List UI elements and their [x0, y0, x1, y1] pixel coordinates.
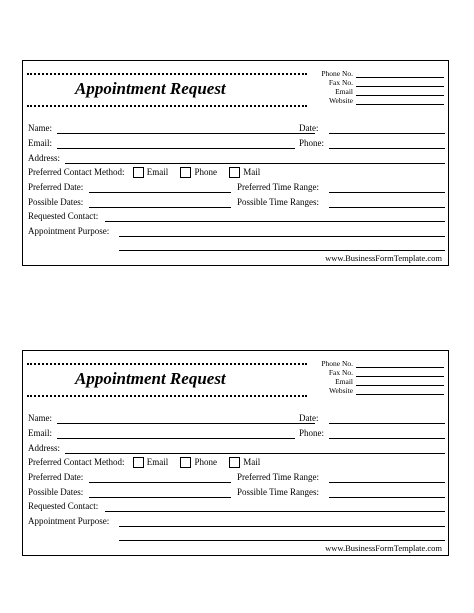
phone-label: Phone:: [299, 428, 325, 438]
phone-checkbox[interactable]: [180, 457, 191, 468]
purpose-label: Appointment Purpose:: [28, 516, 110, 526]
contact-method-row: [28, 457, 264, 468]
dotted-divider-bottom: [27, 105, 307, 107]
purpose-field-line-2[interactable]: [119, 250, 445, 251]
email-checkbox[interactable]: [133, 457, 144, 468]
preferred-time-field[interactable]: [329, 482, 445, 483]
preferred-date-field[interactable]: [89, 482, 231, 483]
mail-option-label: Mail: [243, 457, 261, 468]
preferred-time-label: Preferred Time Range:: [237, 472, 319, 482]
phone-field[interactable]: [329, 148, 445, 149]
preferred-date-field[interactable]: [89, 192, 231, 193]
address-label: Address:: [28, 443, 60, 453]
preferred-date-label: Preferred Date:: [28, 472, 84, 482]
website-field[interactable]: [356, 394, 444, 395]
mail-option-label: Mail: [243, 167, 261, 178]
requested-contact-field[interactable]: [105, 221, 445, 222]
possible-dates-label: Possible Dates:: [28, 197, 84, 207]
phone-option-label: Phone: [194, 167, 217, 178]
website-label: Website: [329, 386, 353, 395]
possible-times-field[interactable]: [329, 207, 445, 208]
website-field[interactable]: [356, 104, 444, 105]
contact-method-row: [28, 167, 264, 178]
dotted-divider-top: [27, 73, 307, 75]
purpose-label: Appointment Purpose:: [28, 226, 110, 236]
dotted-divider-top: [27, 363, 307, 365]
name-field[interactable]: [57, 423, 315, 424]
company-email-label: Email: [335, 87, 353, 96]
possible-dates-field[interactable]: [89, 497, 231, 498]
possible-dates-label: Possible Dates:: [28, 487, 84, 497]
name-field[interactable]: [57, 133, 315, 134]
email-label: Email:: [28, 428, 52, 438]
email-checkbox[interactable]: [133, 167, 144, 178]
date-field[interactable]: [329, 423, 445, 424]
form-title: Appointment Request: [75, 369, 226, 388]
possible-times-label: Possible Time Ranges:: [237, 487, 320, 497]
purpose-field-line-1[interactable]: [119, 236, 445, 237]
requested-contact-label: Requested Contact:: [28, 501, 99, 511]
mail-checkbox[interactable]: [229, 457, 240, 468]
contact-method-label: Preferred Contact Method:: [28, 457, 125, 467]
phone-checkbox[interactable]: [180, 167, 191, 178]
preferred-time-field[interactable]: [329, 192, 445, 193]
contact-method-label: Preferred Contact Method:: [28, 167, 125, 177]
name-label: Name:: [28, 123, 52, 133]
address-field[interactable]: [65, 163, 445, 164]
purpose-field-line-2[interactable]: [119, 540, 445, 541]
phone-no-label: Phone No.: [321, 69, 353, 78]
requested-contact-field[interactable]: [105, 511, 445, 512]
email-field[interactable]: [57, 438, 295, 439]
footer-website: www.BusinessFormTemplate.com: [325, 253, 442, 263]
form-title: Appointment Request: [75, 79, 226, 98]
email-field[interactable]: [57, 148, 295, 149]
possible-dates-field[interactable]: [89, 207, 231, 208]
phone-option-label: Phone: [194, 457, 217, 468]
email-label: Email:: [28, 138, 52, 148]
company-info: [308, 359, 446, 395]
mail-checkbox[interactable]: [229, 167, 240, 178]
appointment-card-2: [22, 350, 449, 556]
website-label: Website: [329, 96, 353, 105]
fax-no-label: Fax No.: [328, 78, 353, 87]
email-option-label: Email: [146, 167, 169, 178]
possible-times-field[interactable]: [329, 497, 445, 498]
requested-contact-label: Requested Contact:: [28, 211, 99, 221]
company-info: [308, 69, 446, 105]
date-label: Date:: [299, 123, 319, 133]
phone-no-label: Phone No.: [321, 359, 353, 368]
purpose-field-line-1[interactable]: [119, 526, 445, 527]
dotted-divider-bottom: [27, 395, 307, 397]
preferred-time-label: Preferred Time Range:: [237, 182, 319, 192]
preferred-date-label: Preferred Date:: [28, 182, 84, 192]
date-field[interactable]: [329, 133, 445, 134]
phone-label: Phone:: [299, 138, 325, 148]
fax-no-label: Fax No.: [328, 368, 353, 377]
name-label: Name:: [28, 413, 52, 423]
email-option-label: Email: [146, 457, 169, 468]
footer-website: www.BusinessFormTemplate.com: [325, 543, 442, 553]
appointment-card-1: [22, 60, 449, 266]
phone-field[interactable]: [329, 438, 445, 439]
address-label: Address:: [28, 153, 60, 163]
possible-times-label: Possible Time Ranges:: [237, 197, 320, 207]
date-label: Date:: [299, 413, 319, 423]
address-field[interactable]: [65, 453, 445, 454]
company-email-label: Email: [335, 377, 353, 386]
